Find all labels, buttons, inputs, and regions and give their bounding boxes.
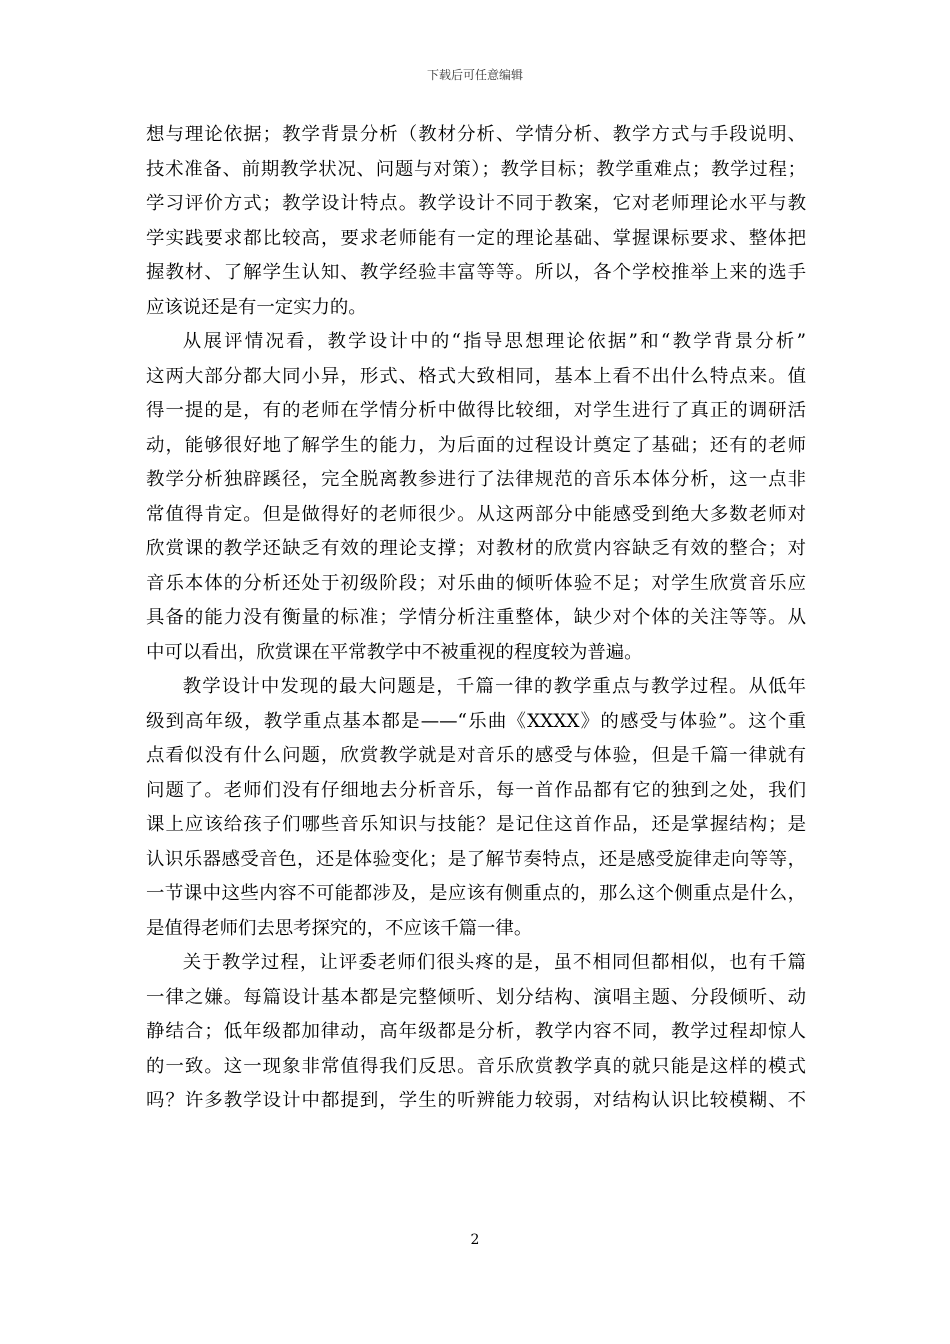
text-line: 吗？许多教学设计中都提到，学生的听辨能力较弱，对结构认识比较模糊、不 bbox=[146, 1090, 806, 1111]
text-line: 从展评情况看，教学设计中的“指导思想理论依据”和“教学背景分析” bbox=[182, 331, 806, 352]
text-line: 认识乐器感受音色，还是体验变化；是了解节奏特点，还是感受旋律走向等等， bbox=[146, 848, 806, 870]
text-line: 得一提的是，有的老师在学情分析中做得比较细，对学生进行了真正的调研活 bbox=[146, 400, 806, 421]
text-line: 握教材、了解学生认知、教学经验丰富等等。所以，各个学校推举上来的选手 bbox=[146, 262, 806, 283]
text-line: 教学设计中发现的最大问题是，千篇一律的教学重点与教学过程。从低年 bbox=[182, 676, 806, 697]
text-line: 教学分析独辟蹊径，完全脱离教参进行了法律规范的音乐本体分析，这一点非 bbox=[146, 469, 806, 490]
text-line: 技术准备、前期教学状况、问题与对策）；教学目标；教学重难点；教学过程； bbox=[146, 158, 806, 180]
text-line: 问题了。老师们没有仔细地去分析音乐，每一首作品都有它的独到之处，我们 bbox=[146, 779, 806, 801]
text-line: 动，能够很好地了解学生的能力，为后面的过程设计奠定了基础；还有的老师 bbox=[146, 434, 806, 456]
text-line: 想与理论依据；教学背景分析（教材分析、学情分析、教学方式与手段说明、 bbox=[146, 124, 806, 145]
text-line: 应该说还是有一定实力的。 bbox=[146, 296, 367, 318]
page-number: 2 bbox=[470, 1232, 480, 1248]
text-line: 中可以看出，欣赏课在平常教学中不被重视的程度较为普遍。 bbox=[146, 641, 643, 663]
text-line: 点看似没有什么问题，欣赏教学就是对音乐的感受与体验，但是千篇一律就有 bbox=[146, 745, 806, 766]
document-body bbox=[146, 118, 806, 1119]
text-line: 一律之嫌。每篇设计基本都是完整倾听、划分结构、演唱主题、分段倾听、动 bbox=[146, 986, 806, 1008]
text-line: 具备的能力没有衡量的标准；学情分析注重整体，缺少对个体的关注等等。从 bbox=[146, 607, 806, 628]
text-line: 是值得老师们去思考探究的，不应该千篇一律。 bbox=[146, 917, 533, 939]
page-header: 下载后可任意编辑 bbox=[426, 68, 523, 82]
text-line: 课上应该给孩子们哪些音乐知识与技能？是记住这首作品，还是掌握结构；是 bbox=[146, 814, 806, 835]
text-line: 级到高年级，教学重点基本都是——“乐曲《XXXX》的感受与体验”。这个重 bbox=[146, 710, 806, 732]
text-line: 常值得肯定。但是做得好的老师很少。从这两部分中能感受到绝大多数老师对 bbox=[146, 503, 806, 525]
text-line: 静结合；低年级都加律动，高年级都是分析，教学内容不同，教学过程却惊人 bbox=[146, 1021, 806, 1042]
text-line: 这两大部分都大同小异，形式、格式大致相同，基本上看不出什么特点来。值 bbox=[146, 365, 806, 387]
text-line: 的一致。这一现象非常值得我们反思。音乐欣赏教学真的就只能是这样的模式 bbox=[146, 1055, 806, 1077]
text-line: 学实践要求都比较高，要求老师能有一定的理论基础、掌握课标要求、整体把 bbox=[146, 227, 806, 249]
text-line: 一节课中这些内容不可能都涉及，是应该有侧重点的，那么这个侧重点是什么， bbox=[146, 883, 806, 904]
text-line: 学习评价方式；教学设计特点。教学设计不同于教案，它对老师理论水平与教 bbox=[146, 193, 806, 214]
text-line: 音乐本体的分析还处于初级阶段；对乐曲的倾听体验不足；对学生欣赏音乐应 bbox=[146, 572, 806, 594]
text-line: 关于教学过程，让评委老师们很头疼的是，虽不相同但都相似，也有千篇 bbox=[182, 952, 806, 973]
text-line: 欣赏课的教学还缺乏有效的理论支撑；对教材的欣赏内容缺乏有效的整合；对 bbox=[146, 538, 806, 559]
